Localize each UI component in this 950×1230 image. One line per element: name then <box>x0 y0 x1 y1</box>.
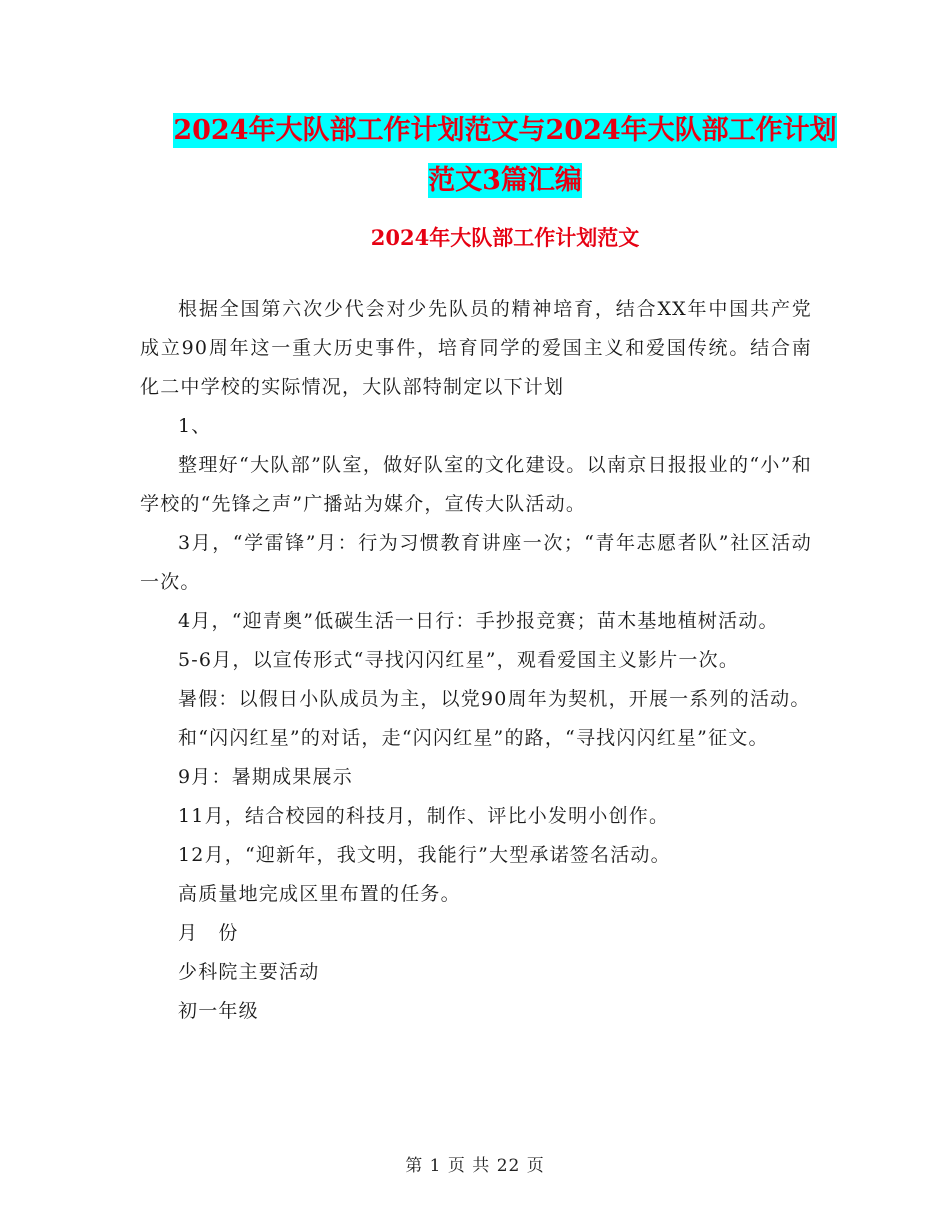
paragraph-april: 4月，“迎青奥”低碳生活一日行：手抄报竞赛；苗木基地植树活动。 <box>178 610 779 632</box>
paragraph-november: 11月，结合校园的科技月，制作、评比小发明小创作。 <box>178 805 670 827</box>
paragraph-red-star: 和“闪闪红星”的对话，走“闪闪红星”的路，“寻找闪闪红星”征文。 <box>178 727 769 749</box>
section-title: 2024年大队部工作计划范文 <box>370 225 640 250</box>
document-title-line-2: 范文3篇汇编 <box>428 165 582 196</box>
paragraph-month-header: 月 份 <box>178 922 239 944</box>
paragraph-district-tasks: 高质量地完成区里布置的任务。 <box>178 883 461 905</box>
paragraph-grade-one: 初一年级 <box>178 1000 259 1022</box>
paragraph-summer: 暑假：以假日小队成员为主，以党90周年为契机，开展一系列的活动。 <box>178 688 811 710</box>
paragraph-activities-header: 少科院主要活动 <box>178 961 320 983</box>
paragraph-intro: 根据全国第六次少代会对少先队员的精神培育，结合XX年中国共产党成立90周年这一重大历史事件，培育同学的爱国主义和爱国传统。结合南化二中学校的实际情况，大队部特制定以下计划 <box>140 298 812 398</box>
paragraph-december: 12月，“迎新年，我文明，我能行”大型承诺签名活动。 <box>178 844 671 866</box>
paragraph-team-room: 整理好“大队部”队室，做好队室的文化建设。以南京日报报业的“小”和学校的“先锋之声”广播站为媒介，宣传大队活动。 <box>140 454 812 515</box>
document-title <box>140 106 870 206</box>
paragraph-september: 9月：暑期成果展示 <box>178 766 353 788</box>
document-body <box>140 290 812 1031</box>
paragraph-item-1: 1、 <box>178 415 212 437</box>
paragraph-march: 3月，“学雷锋”月：行为习惯教育讲座一次；“青年志愿者队”社区活动一次。 <box>140 532 812 593</box>
paragraph-may-june: 5-6月，以宣传形式“寻找闪闪红星”，观看爱国主义影片一次。 <box>178 649 740 671</box>
document-title-line-1: 2024年大队部工作计划范文与2024年大队部工作计划 <box>173 115 837 146</box>
page-footer: 第 1 页 共 22 页 <box>405 1156 545 1176</box>
